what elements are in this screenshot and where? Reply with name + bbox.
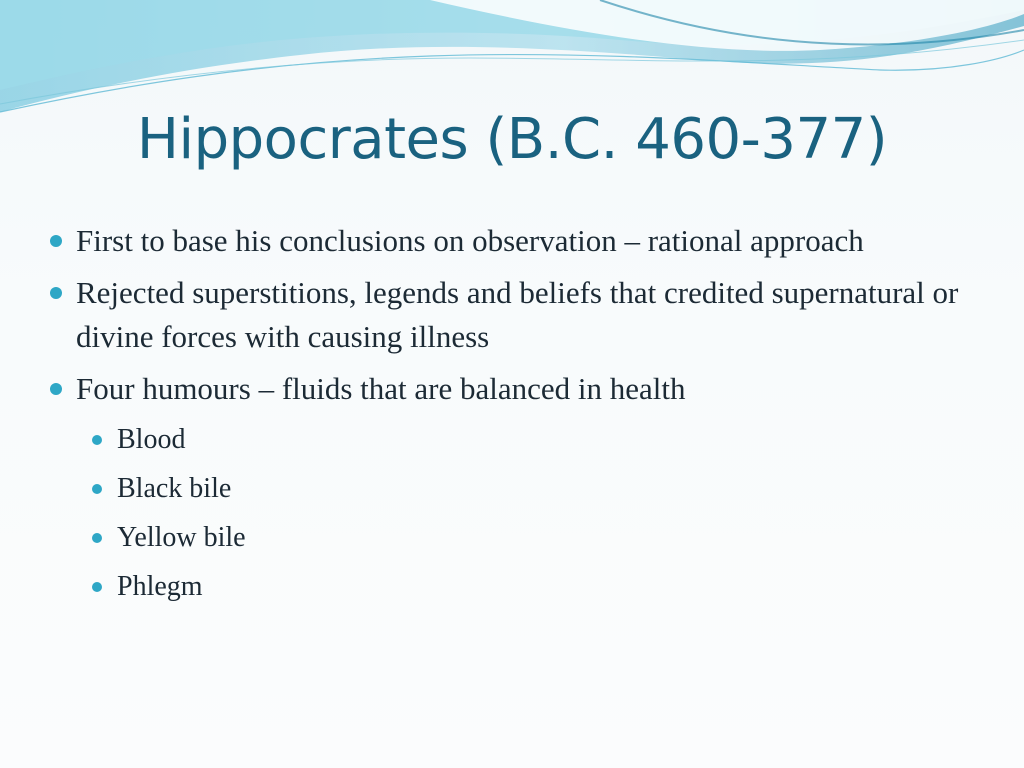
sub-bullet-item [46, 419, 976, 460]
sub-bullet-item [46, 566, 976, 607]
bullet-item [46, 219, 976, 263]
sub-bullet-item [46, 468, 976, 509]
sub-bullet-icon [92, 533, 102, 543]
bullet-icon [50, 287, 62, 299]
sub-bullet-icon [92, 435, 102, 445]
bullet-text: Rejected superstitions, legends and beliefs that credited supernatural or divine forces with causing illness [76, 275, 959, 354]
sub-bullet-text: Black bile [117, 473, 232, 504]
sub-bullet-item [46, 517, 976, 558]
slide-title: Hippocrates (B.C. 460-377) [136, 107, 888, 172]
sub-bullet-icon [92, 582, 102, 592]
bullet-list [46, 219, 976, 615]
sub-bullet-text: Blood [117, 424, 186, 455]
bullet-item [46, 271, 976, 359]
bullet-icon [50, 235, 62, 247]
sub-bullet-icon [92, 484, 102, 494]
bullet-item [46, 367, 976, 411]
sub-bullet-text: Phlegm [117, 571, 203, 602]
bullet-text: Four humours – fluids that are balanced in health [76, 371, 686, 406]
bullet-text: First to base his conclusions on observation – rational approach [76, 223, 864, 258]
bullet-icon [50, 383, 62, 395]
sub-bullet-text: Yellow bile [117, 522, 246, 553]
